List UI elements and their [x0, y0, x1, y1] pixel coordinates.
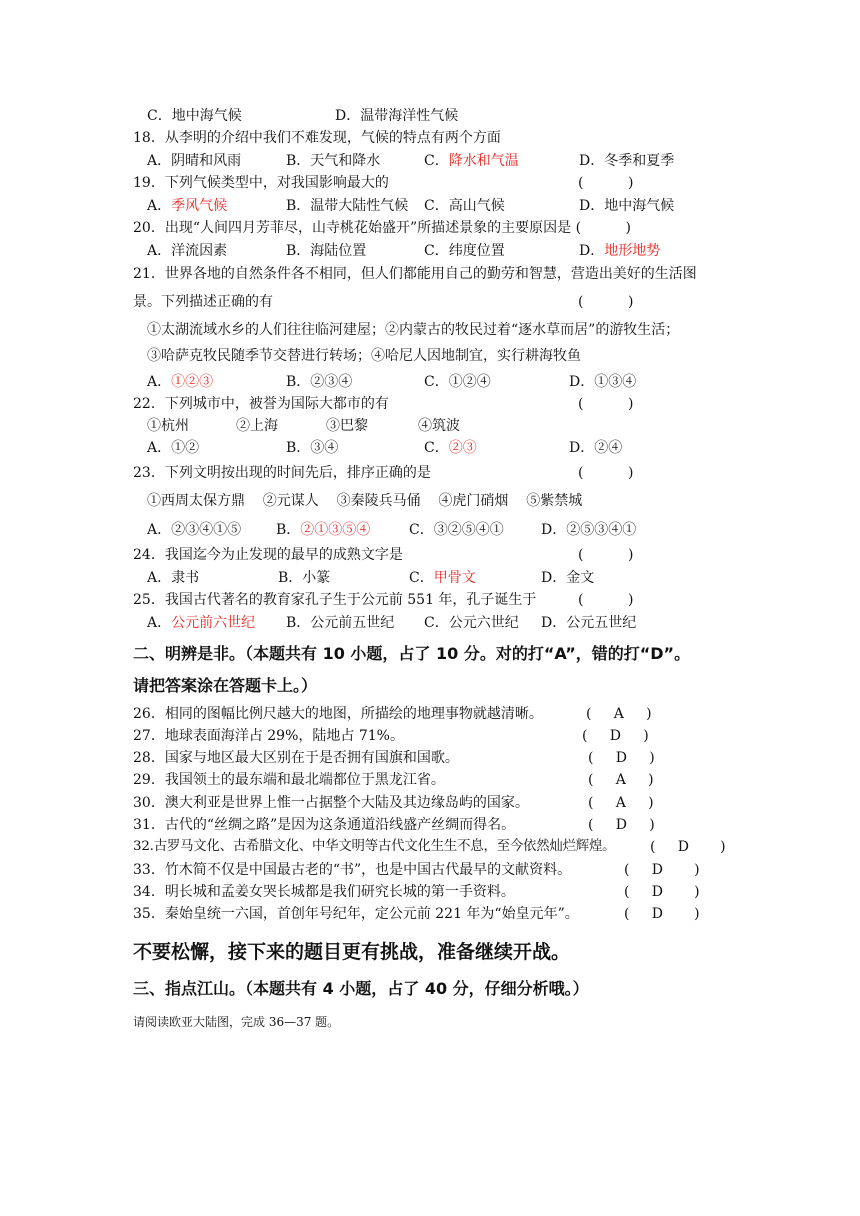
q25-paren: ( ) — [578, 592, 634, 608]
q21-items-line1: ①太湖流域水乡的人们往往临河建屋；②内蒙古的牧民过着“逐水草而居”的游牧生活； — [147, 322, 680, 338]
q22-stem: 22．下列城市中，被誉为国际大都市的有 — [133, 396, 389, 412]
tf-question-35: 35．秦始皇统一六国，首创年号纪年，定公元前 221 年为“始皇元年”。 — [133, 906, 579, 922]
tf-answer-33: ( D ) — [624, 862, 700, 878]
q22-option-a: A．①② — [147, 440, 200, 456]
q23-paren: ( ) — [578, 465, 634, 481]
q20-option-d: D．地形地势 — [579, 243, 661, 259]
tf-question-28: 28．国家与地区最大区别在于是否拥有国旗和国歌。 — [133, 750, 459, 766]
tf-question-34: 34．明长城和孟姜女哭长城都是我们研究长城的第一手资料。 — [133, 884, 515, 900]
q20-option-a: A．洋流因素 — [147, 243, 228, 259]
tf-question-29: 29．我国领土的最东端和最北端都位于黑龙江省。 — [133, 772, 445, 788]
q24-stem: 24．我国迄今为止发现的最早的成熟文字是 — [133, 547, 403, 563]
q18-answer: 降水和气温 — [448, 153, 519, 169]
q19-option-d: D．地中海气候 — [579, 198, 675, 214]
tf-answer-30: ( A ) — [588, 795, 654, 811]
tf-question-27: 27．地球表面海洋占 29%，陆地占 71%。 — [133, 728, 404, 744]
q19-option-a: A．季风气候 — [147, 198, 228, 214]
section3-heading: 三、指点江山。（本题共有 4 小题，占了 40 分，仔细分析哦。） — [133, 979, 589, 998]
q22-option-c: C．②③ — [424, 440, 477, 456]
tf-question-30: 30．澳大利亚是世界上惟一占据整个大陆及其边缘岛屿的国家。 — [133, 795, 529, 811]
q19-paren: ( ) — [578, 175, 634, 191]
q19-option-c: C．高山气候 — [424, 198, 505, 214]
tf-question-26: 26．相同的图幅比例尺越大的地图，所描绘的地理事物就越清晰。 — [133, 706, 543, 722]
tf-answer-32: ( D ) — [650, 839, 726, 855]
q21-answer: ①②③ — [171, 374, 214, 390]
q19-option-b: B．温带大陆性气候 — [286, 198, 409, 214]
q22-item-3: ③巴黎 — [326, 418, 368, 434]
q25-answer: 公元前六世纪 — [171, 615, 256, 631]
q24-option-b: B．小篆 — [278, 570, 331, 586]
tf-answer-29: ( A ) — [588, 772, 654, 788]
q21-option-c: C．①②④ — [424, 374, 491, 390]
q20-answer: 地形地势 — [604, 243, 661, 259]
q23-option-b: B．②①③⑤④ — [276, 522, 371, 538]
q21-paren: ( ) — [578, 294, 634, 310]
q19-stem: 19．下列气候类型中，对我国影响最大的 — [133, 175, 389, 191]
q18-option-b: B．天气和降水 — [286, 153, 381, 169]
q18-option-c: C．降水和气温 — [424, 153, 519, 169]
q22-item-4: ④筑波 — [418, 418, 460, 434]
tf-answer-34: ( D ) — [624, 884, 700, 900]
q23-answer: ②①③⑤④ — [300, 522, 371, 538]
q21-option-a: A．①②③ — [147, 374, 214, 390]
q23-option-d: D．②⑤③④① — [541, 522, 637, 538]
tf-answer-35: ( D ) — [624, 906, 700, 922]
q25-option-a: A．公元前六世纪 — [147, 615, 256, 631]
q23-option-c: C．③②⑤④① — [409, 522, 504, 538]
q21-stem-line2: 景。下列描述正确的有 — [133, 294, 273, 310]
q22-item-2: ②上海 — [236, 418, 278, 434]
map-instruction: 请阅读欧亚大陆图，完成 36—37 题。 — [133, 1015, 340, 1029]
q23-stem: 23．下列文明按出现的时间先后，排序正确的是 — [133, 465, 431, 481]
q21-option-d: D．①③④ — [569, 374, 637, 390]
q23-items: ①西周太保方鼎 ②元谋人 ③秦陵兵马俑 ④虎门硝烟 ⑤紫禁城 — [147, 493, 583, 509]
tf-question-32: 32.古罗马文化、古希腊文化、中华文明等古代文化生生不息，至今依然灿烂辉煌。 — [133, 839, 616, 854]
q24-option-a: A．隶书 — [147, 570, 200, 586]
q19-answer: 季风气候 — [171, 198, 228, 214]
q22-option-b: B．③④ — [286, 440, 339, 456]
q17-option-d: D．温带海洋性气候 — [335, 108, 459, 124]
q25-stem: 25．我国古代著名的教育家孔子生于公元前 551 年，孔子诞生于 — [133, 592, 537, 608]
q24-answer: 甲骨文 — [433, 570, 476, 586]
q22-item-1: ①杭州 — [147, 418, 189, 434]
q25-option-b: B．公元前五世纪 — [286, 615, 395, 631]
tf-answer-26: ( A ) — [586, 706, 652, 722]
q24-paren: ( ) — [578, 547, 634, 563]
q25-option-c: C．公元六世纪 — [424, 615, 519, 631]
q22-answer: ②③ — [448, 440, 477, 456]
q23-option-a: A．②③④①⑤ — [147, 522, 242, 538]
q22-option-d: D．②④ — [569, 440, 623, 456]
q20-option-b: B．海陆位置 — [286, 243, 367, 259]
q24-option-d: D．金文 — [541, 570, 595, 586]
q21-option-b: B．②③④ — [286, 374, 353, 390]
q17-option-c: C．地中海气候 — [147, 108, 242, 124]
encouragement-banner: 不要松懈，接下来的题目更有挑战，准备继续开战。 — [133, 941, 571, 963]
q24-option-c: C．甲骨文 — [409, 570, 476, 586]
q25-option-d: D．公元五世纪 — [541, 615, 637, 631]
q18-stem: 18．从李明的介绍中我们不难发现，气候的特点有两个方面 — [133, 130, 501, 146]
q21-items-line2: ③哈萨克牧民随季节交替进行转场；④哈尼人因地制宜，实行耕海牧鱼 — [147, 348, 581, 364]
section2-heading-line2: 请把答案涂在答题卡上。） — [133, 676, 318, 695]
tf-answer-27: ( D ) — [582, 728, 649, 744]
tf-answer-31: ( D ) — [588, 817, 655, 833]
q20-option-c: C．纬度位置 — [424, 243, 505, 259]
tf-question-33: 33．竹木简不仅是中国最古老的“书”，也是中国古代最早的文献资料。 — [133, 862, 572, 878]
q20-stem: 20．出现“人间四月芳菲尽，山寺桃花始盛开”所描述景象的主要原因是 ( ) — [133, 220, 632, 236]
tf-question-31: 31．古代的“丝绸之路”是因为这条通道沿线盛产丝绸而得名。 — [133, 817, 516, 833]
section2-heading-line1: 二、明辨是非。（本题共有 10 小题，占了 10 分。对的打“A”，错的打“D”。 — [133, 644, 691, 663]
q21-stem-line1: 21．世界各地的自然条件各不相同，但人们都能用自己的勤劳和智慧，营造出美好的生活图 — [133, 266, 697, 282]
tf-answer-28: ( D ) — [588, 750, 655, 766]
q22-paren: ( ) — [578, 396, 634, 412]
q18-option-a: A．阴晴和风雨 — [147, 153, 242, 169]
q18-option-d: D．冬季和夏季 — [579, 153, 675, 169]
